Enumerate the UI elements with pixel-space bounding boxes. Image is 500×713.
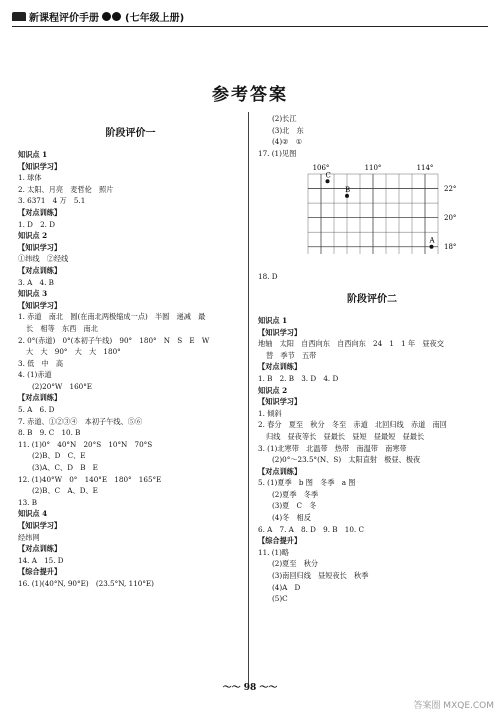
answer-line: (2)夏至 秋分 (272, 559, 319, 569)
answer-line: 1. 球体 (18, 173, 42, 183)
answer-line: 【对点训练】 (18, 207, 62, 217)
header-dots-icon (102, 12, 122, 21)
answer-line: 长 相等 东西 南北 (26, 323, 98, 333)
answer-line: 18. D (258, 272, 278, 282)
header-title: 新课程评价手册 (29, 12, 99, 24)
answer-line: 【知识学习】 (258, 397, 302, 407)
answer-line: 知识点 4 (18, 509, 48, 519)
answer-line: 2. 太阳、月亮 麦哲伦 照片 (18, 184, 114, 194)
answer-line: 1. D 2. D (18, 219, 55, 229)
book-logo-icon (12, 12, 26, 21)
page-header (12, 6, 488, 27)
answer-line: 8. B 9. C 10. B (18, 428, 81, 438)
answer-line: 11. (1)略 (258, 547, 290, 557)
answer-line: (4)② ① (272, 137, 303, 147)
answer-line: 3. 6371 4 万 5.1 (18, 196, 86, 206)
right-column (258, 113, 486, 605)
answer-line: (2)0°～23.5°(N、S) 太阳直射 极昼、极夜 (272, 455, 421, 465)
answer-line: (2)20°W 160°E (32, 381, 93, 391)
answer-line: 【综合提升】 (258, 536, 302, 546)
answer-line: 16. (1)(40°N, 90°E) (23.5°N, 110°E) (18, 578, 154, 588)
answer-line: 6. A 7. A 8. D 9. B 10. C (258, 524, 364, 534)
answer-line: 17. (1)见图 (258, 148, 297, 158)
page-number-text: 98 (243, 683, 257, 693)
grid-point-label: A (429, 237, 435, 246)
grid-point-label: C (325, 171, 331, 180)
answer-line: 5. A 6. D (18, 405, 55, 415)
footer-ornament-left-icon: 〜〜 (222, 683, 244, 693)
answer-line: 归线 昼夜等长 昼最长 昼短 昼最短 昼最长 (266, 431, 425, 441)
answer-line: 2. 春分 夏至 秋分 冬至 赤道 北回归线 赤道 南回 (258, 420, 447, 430)
lon-label: 106° (312, 164, 330, 173)
lat-lon-grid (278, 159, 486, 271)
answer-line: 2. 0°(赤道) 0°(本初子午线) 90° 180° N S E W (18, 335, 210, 345)
lat-label: 18° (444, 243, 457, 252)
answer-line: 替 季节 五带 (266, 350, 317, 360)
answer-line: (3)A、C、D B E (32, 463, 98, 473)
left-answer-lines (18, 149, 243, 590)
answer-line: (2)长江 (272, 114, 297, 123)
answer-line: 地轴 太阳 自西向东 自西向东 24 1 1 年 昼夜交 (258, 339, 444, 349)
answer-line: 【对点训练】 (18, 393, 62, 403)
lat-lon-grid-svg (278, 159, 478, 269)
answer-line: 1. B 2. B 3. D 4. D (258, 373, 339, 383)
answer-line: 【综合提升】 (18, 567, 62, 577)
footer-ornament-right-icon: 〜〜 (256, 683, 278, 693)
grid-point (326, 180, 330, 184)
lon-label: 114° (416, 164, 434, 173)
answer-line: (4)A D (272, 582, 301, 592)
page-number (0, 680, 500, 693)
grid-point (345, 194, 349, 198)
answer-line: 知识点 2 (18, 231, 48, 241)
answer-line: 3. A 4. B (18, 277, 54, 287)
answer-line: 【知识学习】 (18, 300, 62, 310)
right-answer-lines (258, 315, 486, 605)
answer-line: (3)夏 C 冬 (272, 501, 317, 511)
answer-line: 4. (1)赤道 (18, 370, 52, 380)
answer-line: 知识点 3 (18, 289, 48, 299)
answer-line: (3)南回归线 昼短夜长 秋季 (272, 571, 369, 581)
right-mid-lines (258, 271, 486, 283)
answer-line: 3. 低 中 高 (18, 358, 64, 368)
watermark-logo: 答案圈 MXQE.COM (413, 701, 494, 711)
column-divider (248, 112, 249, 686)
answer-line: 大 大 90° 大 大 180° (26, 347, 121, 357)
right-section-title: 阶段评价二 (347, 293, 397, 305)
answer-line: 【对点训练】 (18, 265, 62, 275)
left-section-title: 阶段评价一 (105, 128, 156, 139)
answer-line: 【知识学习】 (258, 327, 302, 337)
lon-label: 110° (364, 164, 382, 173)
answer-line: 经纬网 (18, 532, 40, 542)
header-grade: (七年级上册) (125, 12, 185, 24)
answer-line: 14. A 15. D (18, 555, 64, 565)
grid-point (430, 245, 434, 249)
answer-line: 3. (1)北寒带 北温带 热带 南温带 南寒带 (258, 443, 407, 453)
answer-line: 【对点训练】 (18, 544, 62, 554)
answer-line: 5. (1)夏季 b 图 冬季 a 图 (258, 478, 356, 488)
answer-line: 知识点 2 (258, 385, 288, 395)
answer-line: (2)B、C A、D、E (32, 486, 98, 496)
answer-line: (4)冬 相反 (272, 513, 311, 523)
answer-line: 【知识学习】 (18, 161, 62, 171)
answer-line: 11. (1)0° 40°N 20°S 10°N 70°S (18, 439, 153, 449)
right-top-lines (258, 113, 486, 159)
answer-line: 12. (1)40°W 0° 140°E 180° 165°E (18, 474, 162, 484)
answer-line: 知识点 1 (18, 150, 48, 159)
answer-line: 1. 倾斜 (258, 408, 282, 418)
answer-line: 13. B (18, 497, 37, 507)
lat-label: 22° (444, 185, 457, 194)
grid-point-label: B (345, 186, 351, 195)
answer-line: 【知识学习】 (18, 521, 62, 530)
answer-line: (5)C (272, 594, 288, 604)
answer-line: (2)B、D C、E (32, 451, 86, 461)
lat-label: 20° (444, 214, 457, 223)
answer-line: ①纬线 ②经线 (18, 254, 69, 264)
answer-line: 【对点训练】 (258, 362, 302, 372)
left-column (18, 125, 243, 590)
answer-line: 【知识学习】 (18, 242, 62, 252)
answer-line: 【对点训练】 (258, 466, 302, 476)
answer-line: 1. 赤道 南北 圆(在南北两极缩成一点) 半圆 递减 最 (18, 312, 206, 322)
answer-line: 7. 赤道、①②③④ 本初子午线、⑤⑥ (18, 416, 143, 426)
answer-line: (2)夏季 冬季 (272, 489, 319, 499)
answer-line: 知识点 1 (258, 315, 288, 325)
page-title: 参考答案 (212, 85, 288, 105)
answer-line: (3)北 东 (272, 125, 304, 135)
